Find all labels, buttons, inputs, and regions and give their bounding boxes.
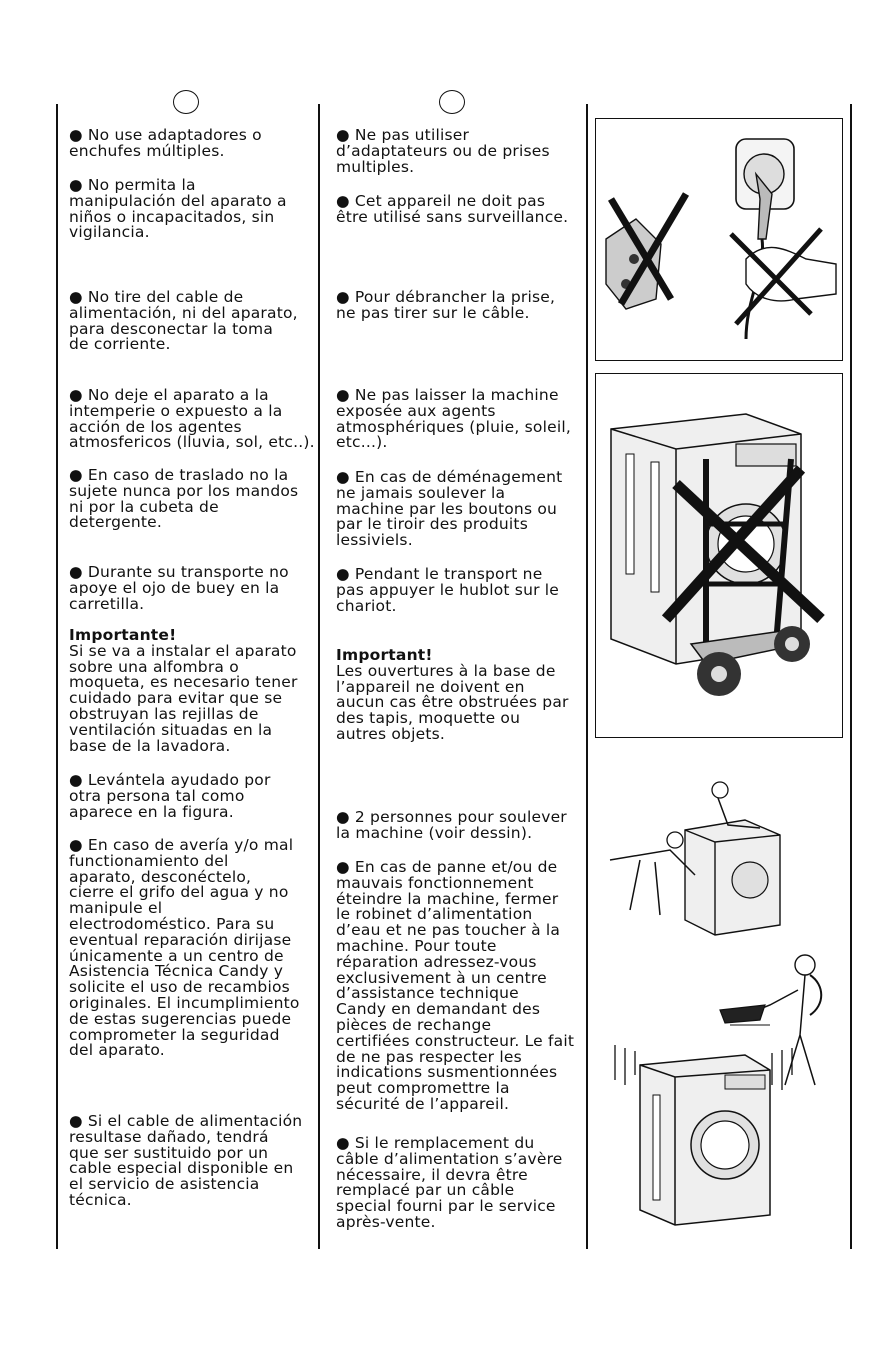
lifting-drawing — [600, 780, 845, 940]
right-column-rule — [586, 104, 588, 1249]
no-adapter-no-pulling-cable-illustration — [595, 118, 843, 361]
middle-column-rule — [318, 104, 320, 1249]
french-language-marker — [439, 90, 465, 114]
no-hand-truck-illustration — [595, 373, 843, 738]
es-important-text: Si se va a instalar el aparato sobre una alfombra o moqueta, es necesario tener cuidado para evitar que se obstruyan las rejillas de ventilación situadas en la base de la lavadora. — [69, 641, 298, 755]
hand-truck-drawing — [596, 374, 842, 737]
es-item-adapters: ● No use adaptadores o enchufes múltiples. — [69, 126, 262, 160]
fr-important-title: Important! — [336, 646, 433, 664]
es-item-lift: ● Levántela ayudado por otra persona tal como aparece en la figura. — [69, 771, 271, 821]
spanish-language-marker — [173, 90, 199, 114]
fr-item-weather: ● Ne pas laisser la machine exposée aux agents atmosphériques (pluie, soleil, etc...). — [336, 386, 571, 452]
es-item-moving: ● En caso de traslado no la sujete nunca por los mandos ni por la cubeta de detergente. — [69, 466, 299, 532]
es-item-cable: ● No tire del cable de alimentación, ni del aparato, para desconectar la toma de corriente. — [69, 288, 298, 354]
fr-item-failure: ● En cas de panne et/ou de mauvais fonctionnement éteindre la machine, fermer le robinet d’alimentation d’eau et ne pas toucher à la machine. Pour toute réparation adressez-vous exclusivement à un centre d’assistance technique Candy en demandant des pièces de rechange certifiées constructeur. Le fait de ne pas respecter les indications susmentionnées peut compromettre la sécurité de l’appareil. — [336, 858, 575, 1113]
fr-item-moving: ● En cas de déménagement ne jamais soulever la machine par les boutons ou par le tiroir des produits lessiviels. — [336, 468, 563, 550]
service-call-drawing — [600, 945, 845, 1235]
left-column-rule — [56, 104, 58, 1249]
plug-adapter-drawing — [596, 119, 842, 360]
es-item-transport: ● Durante su transporte no apoye el ojo de buey en la carretilla. — [69, 563, 289, 613]
es-important-block — [69, 628, 298, 754]
two-person-lift-illustration — [600, 780, 845, 940]
fr-important-block — [336, 648, 569, 743]
es-item-weather: ● No deje el aparato a la intemperie o expuesto a la acción de los agentes atmosfericos (lluvia, sol, etc..). — [69, 386, 315, 452]
es-item-replace-cable: ● Si el cable de alimentación resultase dañado, tendrá que ser sustituido por un cable especial disponible en el servicio de asistencia técnica. — [69, 1112, 303, 1209]
es-item-children: ● No permita la manipulación del aparato a niños o incapacitados, sin vigilancia. — [69, 176, 287, 242]
fr-important-text: Les ouvertures à la base de l’appareil ne doivent en aucun cas être obstruées par des tapis, moquette ou autres objets. — [336, 661, 569, 743]
fr-item-transport: ● Pendant le transport ne pas appuyer le hublot sur le chariot. — [336, 565, 560, 615]
fr-item-lift: ● 2 personnes pour soulever la machine (voir dessin). — [336, 808, 567, 842]
fr-item-replace-cable: ● Si le remplacement du câble d’alimentation s’avère nécessaire, il devra être remplacé par un câble special fourni par le service après-vente. — [336, 1134, 563, 1231]
fr-item-supervision: ● Cet appareil ne doit pas être utilisé sans surveillance. — [336, 192, 569, 226]
fr-item-adapters: ● Ne pas utiliser d’adaptateurs ou de prises multiples. — [336, 126, 550, 176]
fr-item-cable: ● Pour débrancher la prise, ne pas tirer sur le câble. — [336, 288, 556, 322]
es-important-title: Importante! — [69, 626, 177, 644]
far-right-column-rule — [850, 104, 852, 1249]
service-call-illustration — [600, 945, 845, 1235]
es-item-failure: ● En caso de avería y/o mal functionamiento del aparato, desconéctelo, cierre el grifo del agua y no manipule el electrodoméstico. Para su eventual reparación dirijase únicamente a un centro de Asistencia Técnica Candy y solicite el uso de recambios originales. El incumplimiento de estas sugerencias puede comprometer la seguridad del aparato. — [69, 836, 300, 1060]
